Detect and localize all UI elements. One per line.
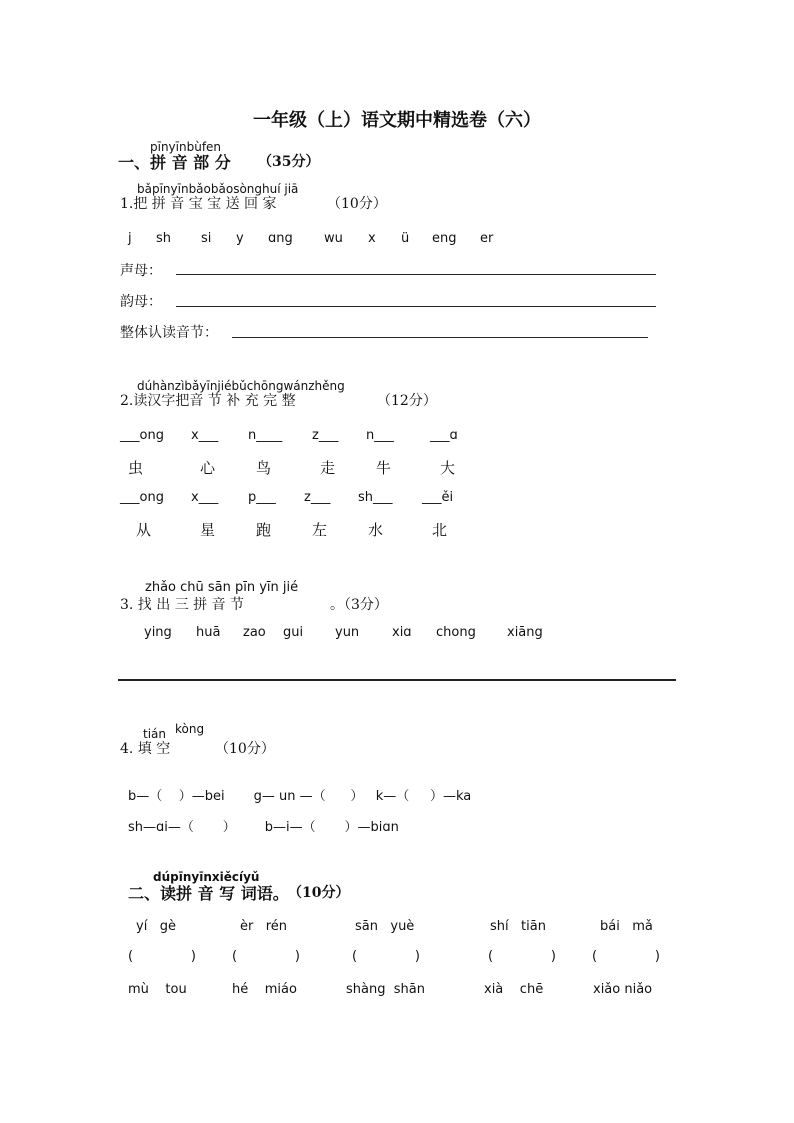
sec1-score: （35分） (258, 154, 320, 170)
sec2-score: （10分） (288, 885, 350, 901)
letter: y (236, 231, 244, 246)
q2-blank[interactable]: n___ (366, 428, 394, 443)
letter: ü (401, 231, 410, 246)
sec2-pinyin-bottom: xià chē (484, 982, 544, 997)
sec2-answer-box[interactable]: ( ) (232, 949, 300, 964)
letter: wu (324, 231, 343, 246)
letter: si (201, 231, 212, 246)
sec2-answer-box[interactable]: ( ) (128, 949, 196, 964)
q2-char: 牛 (376, 459, 392, 477)
letter: j (128, 231, 132, 246)
q4-label: 4. 填 空 (120, 741, 171, 757)
q3-word: zao (243, 625, 266, 640)
q2-char: 水 (368, 521, 384, 539)
sec1-label: 一、拼 音 部 分 (118, 153, 231, 172)
q1-pinyin: bǎpīnyīnbǎobǎosònghuí jiā (137, 182, 299, 196)
sec2-pinyin-bottom: xiǎo niǎo (593, 982, 653, 997)
q1-label: 1.把 拼 音 宝 宝 送 回 家 (120, 196, 277, 212)
q2-char: 星 (200, 521, 216, 539)
sec2-label: 二、读拼 音 写 词语。 (128, 884, 289, 903)
q3-tail: 。（3分） (330, 597, 388, 613)
letter: x (368, 231, 376, 246)
q1-score: （10分） (327, 196, 387, 212)
sec1-pinyin: pīnyīnbùfen (150, 140, 222, 154)
q3-word: chong (436, 625, 476, 640)
letter: er (480, 231, 494, 246)
q2-char: 虫 (128, 459, 144, 477)
q2-char: 左 (312, 521, 328, 539)
sec2-pinyin: dúpīnyīnxiěcíyǔ (153, 870, 260, 884)
q2-blank[interactable]: p___ (248, 490, 276, 505)
sec2-answer-box[interactable]: ( ) (488, 949, 556, 964)
q2-blank[interactable]: ___ěi (422, 490, 454, 505)
q4-pinyin-tian: tián (143, 727, 166, 741)
q2-char: 北 (432, 521, 448, 539)
q2-blank[interactable]: ___ɑ (430, 428, 458, 443)
q2-score: （12分） (377, 393, 437, 409)
q3-word: ying (144, 625, 172, 640)
sec2-pinyin-bottom: mù tou (128, 982, 187, 997)
shengmu-answer-line[interactable] (176, 274, 656, 275)
zhengti-answer-line[interactable] (232, 337, 648, 338)
letter: eng (432, 231, 457, 246)
q4-score: （10分） (215, 741, 275, 757)
q3-label: 3. 找 出 三 拼 音 节 (120, 597, 245, 613)
q3-word: xiāng (507, 625, 543, 640)
sec2-pinyin-top: sān yuè (355, 919, 415, 934)
q2-char: 从 (136, 521, 152, 539)
sec2-answer-box[interactable]: ( ) (352, 949, 420, 964)
q2-blank[interactable]: z___ (304, 490, 331, 505)
q2-pinyin: dúhànzìbǎyīnjiébǔchōngwánzhěng (137, 379, 345, 393)
q4-line2: sh—ɑi—（ ） b—i—（ ）—biɑn (128, 820, 399, 835)
q2-blank[interactable]: n____ (248, 428, 283, 443)
q4-pinyin-kong: kòng (175, 722, 205, 736)
letter: sh (156, 231, 172, 246)
sec2-answer-box[interactable]: ( ) (592, 949, 660, 964)
q2-blank[interactable]: ___ong (120, 428, 164, 443)
q2-blank[interactable]: x___ (191, 428, 219, 443)
q3-word: yun (335, 625, 360, 640)
shengmu-label: 声母： (120, 263, 162, 279)
page-title: 一年级（上）语文期中精选卷（六） (253, 110, 541, 131)
sec2-pinyin-bottom: hé miáo (232, 982, 297, 997)
q3-pinyin: zhǎo chū sān pīn yīn jié (145, 580, 299, 595)
q2-blank[interactable]: x___ (191, 490, 219, 505)
sec2-pinyin-top: bái mǎ (600, 919, 653, 934)
q2-blank[interactable]: sh___ (358, 490, 393, 505)
q4-line1: b—（ ）—bei g— un —（ ） k—（ ）—ka (128, 789, 472, 804)
zhengti-label: 整体认读音节： (120, 325, 218, 341)
q3-word: huā (196, 625, 221, 640)
sec2-pinyin-bottom: shàng shān (346, 982, 425, 997)
q3-answer-line[interactable] (118, 679, 676, 681)
q2-char: 鸟 (256, 459, 272, 477)
q2-char: 心 (200, 459, 216, 477)
q3-word: gui (283, 625, 304, 640)
q3-word: xiɑ (392, 625, 412, 640)
q2-label: 2.读汉字把音 节 补 充 完 整 (120, 393, 296, 409)
sec2-pinyin-top: èr rén (240, 919, 288, 934)
q2-char: 走 (320, 459, 336, 477)
q2-blank[interactable]: z___ (312, 428, 339, 443)
sec2-pinyin-top: shí tiān (490, 919, 546, 934)
yunmu-answer-line[interactable] (176, 306, 656, 307)
q2-char: 跑 (256, 521, 272, 539)
letter: ɑng (268, 231, 293, 246)
q2-char: 大 (440, 459, 456, 477)
q2-blank[interactable]: ___ong (120, 490, 164, 505)
yunmu-label: 韵母： (120, 294, 162, 310)
sec2-pinyin-top: yí gè (136, 919, 176, 934)
